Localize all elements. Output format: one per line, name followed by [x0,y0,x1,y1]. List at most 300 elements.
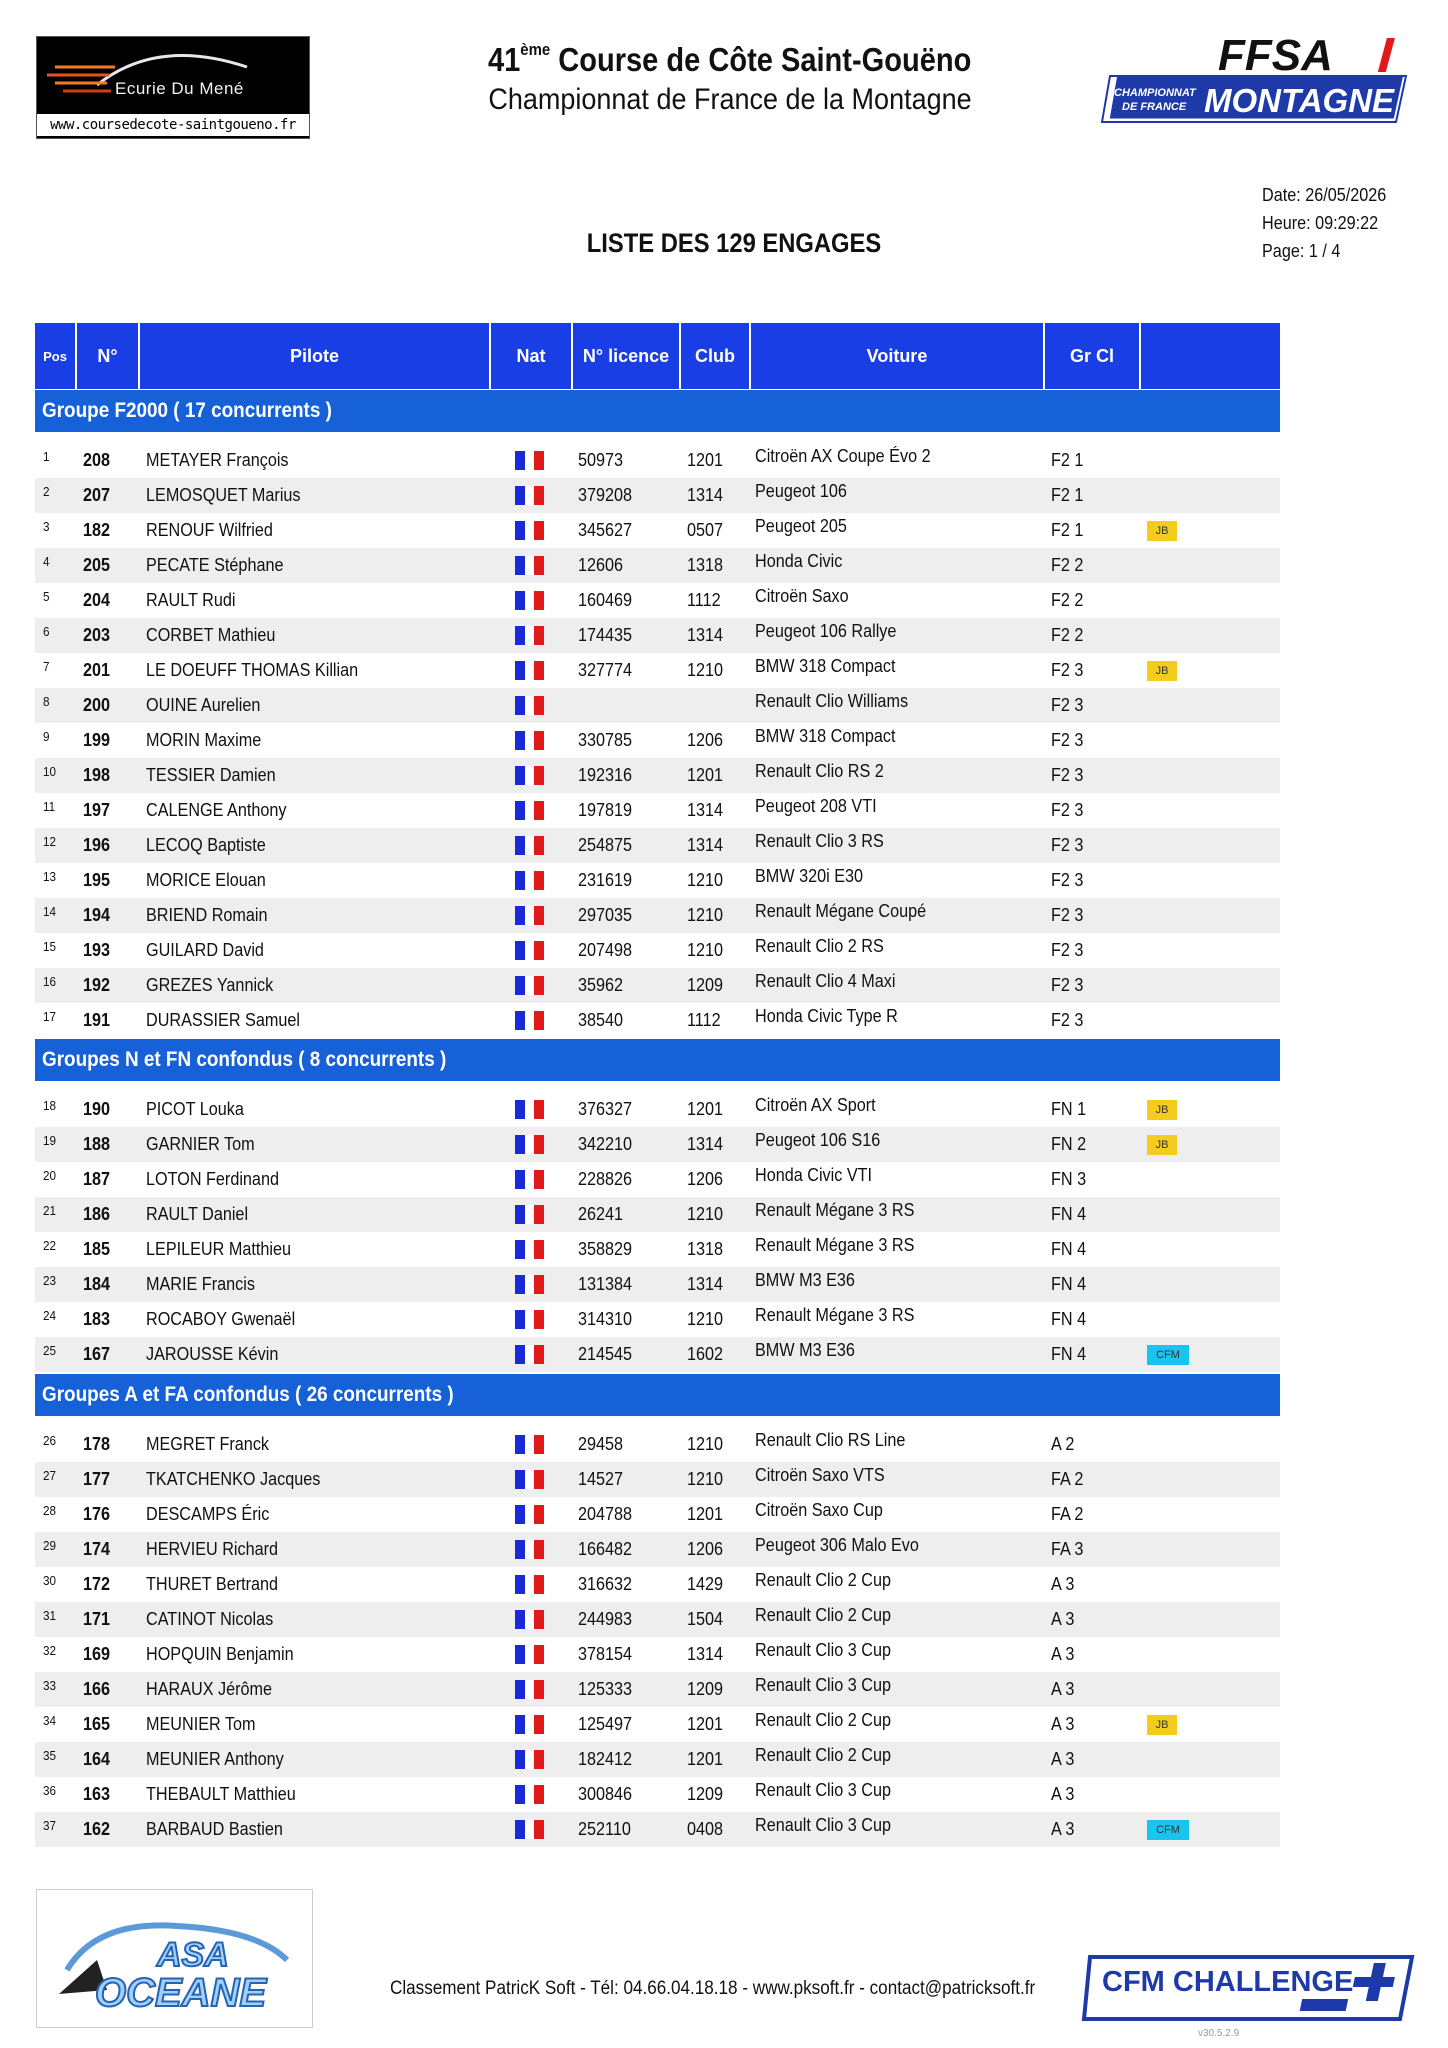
cell-nat [515,1707,544,1742]
cell-number [83,758,113,793]
cell-pilote-text: RAULT Rudi [146,590,236,610]
cell-number-text: 171 [83,1609,111,1629]
cell-club-text: 1209 [687,975,724,995]
cell-pos [43,684,50,719]
cell-number [83,1812,113,1847]
col-licence: N° licence [573,323,681,389]
cell-pos-text: 36 [43,1783,57,1798]
cell-number [83,583,113,618]
cell-number-text: 164 [83,1749,111,1769]
cell-pos-text: 27 [43,1468,57,1483]
cell-grcl-text: A 2 [1051,1434,1075,1454]
cell-voiture-text: Renault Clio 3 Cup [755,1640,891,1660]
cell-pilote [146,793,302,828]
cell-voiture [755,1193,932,1228]
cell-pos [43,1528,57,1563]
french-flag-icon [515,486,544,505]
cell-pilote-text: DURASSIER Samuel [146,1010,300,1030]
cell-pilote-text: HARAUX Jérôme [146,1679,273,1699]
col-extra [1141,323,1280,389]
cell-club [687,1672,727,1707]
cell-number [83,1672,113,1707]
cell-nat [515,1267,544,1302]
cell-licence-text: 26241 [578,1204,624,1224]
cell-club [687,723,727,758]
cell-pos [43,1598,57,1633]
cell-pilote-text: LEPILEUR Matthieu [146,1239,291,1259]
cell-grcl-text: A 3 [1051,1784,1075,1804]
cell-voiture-text: Honda Civic [755,551,843,571]
cell-club-text: 1209 [687,1679,724,1699]
cell-voiture-text: Peugeot 205 [755,516,847,536]
cell-voiture [755,1493,897,1528]
cell-grcl-text: F2 3 [1051,660,1084,680]
cell-voiture-text: Renault Clio 4 Maxi [755,971,896,991]
cell-grcl [1051,1092,1090,1127]
cell-club [687,1197,727,1232]
cell-voiture [755,1598,906,1633]
cell-voiture [755,1738,906,1773]
cell-number [83,1267,113,1302]
cell-grcl-text: F2 3 [1051,940,1084,960]
cell-number [83,1162,113,1197]
cell-grcl [1051,653,1087,688]
cell-voiture-text: Peugeot 208 VTI [755,796,877,816]
cell-licence-text: 50973 [578,450,624,470]
cell-pos [43,1808,57,1843]
cell-pos-text: 32 [43,1643,57,1658]
cell-number [83,1532,113,1567]
table-row [35,1602,1280,1637]
cell-voiture-text: Renault Clio Williams [755,691,909,711]
cell-nat [515,758,544,793]
cell-voiture-text: Renault Clio 2 Cup [755,1605,891,1625]
cell-club-text: 1429 [687,1574,724,1594]
cell-grcl-text: FA 2 [1051,1469,1084,1489]
cell-number [83,1707,113,1742]
cell-pilote [146,828,279,863]
cell-pilote [146,1777,312,1812]
cell-nat [515,1462,544,1497]
cell-licence-text: 12606 [578,555,624,575]
cell-grcl [1051,758,1087,793]
cell-voiture-text: BMW M3 E36 [755,1270,855,1290]
cell-club [687,1462,727,1497]
cell-grcl-text: FN 2 [1051,1134,1087,1154]
cell-licence [578,1003,628,1038]
cell-pilote [146,1162,294,1197]
cell-club-text: 1602 [687,1344,724,1364]
cell-nat [515,933,544,968]
cell-licence [578,1092,638,1127]
cell-nat [515,1602,544,1637]
cell-voiture-text: Renault Clio 2 Cup [755,1570,891,1590]
cell-licence [578,1427,628,1462]
cell-number [83,1003,113,1038]
cell-grcl-text: A 3 [1051,1574,1075,1594]
cell-pilote-text: RENOUF Wilfried [146,520,273,540]
cell-club [687,1232,727,1267]
cell-grcl-text: A 3 [1051,1714,1075,1734]
cell-club-text: 1210 [687,940,724,960]
cell-voiture-text: Peugeot 306 Malo Evo [755,1535,919,1555]
svg-text:ASA: ASA [157,1936,229,1974]
cell-grcl [1051,1672,1077,1707]
cell-nat [515,548,544,583]
cell-voiture [755,1528,937,1563]
cell-pilote-text: MEGRET Franck [146,1434,270,1454]
cell-club [687,618,727,653]
cell-number [83,1127,113,1162]
cell-number-text: 187 [83,1169,111,1189]
cell-nat [515,1427,544,1462]
cell-grcl-text: F2 3 [1051,695,1084,715]
cell-nat [515,828,544,863]
cell-number-text: 205 [83,555,111,575]
cell-pos-text: 25 [43,1343,57,1358]
cell-pos [43,1633,57,1668]
group-title: Groupes A et FA confondus ( 26 concurrents ) [42,1383,454,1406]
table-row [35,1672,1280,1707]
cell-grcl [1051,723,1087,758]
cell-voiture [755,789,890,824]
cell-club-text: 1314 [687,625,724,645]
cell-licence-text: 327774 [578,660,633,680]
cell-pilote [146,1267,267,1302]
cell-pos [43,614,50,649]
cell-club [687,1092,727,1127]
cell-pilote [146,1427,283,1462]
cell-grcl-text: F2 1 [1051,485,1084,505]
cell-licence-text: 300846 [578,1784,633,1804]
cell-club [687,1812,727,1847]
cell-club [687,1742,727,1777]
cell-voiture-text: Renault Clio RS Line [755,1430,906,1450]
svg-text:OCEANE: OCEANE [95,1971,267,2015]
cell-voiture-text: Renault Clio 2 Cup [755,1745,891,1765]
table-row [35,1637,1280,1672]
table-row [35,688,1280,723]
cell-club [687,443,727,478]
cell-pilote [146,513,287,548]
cell-number [83,1637,113,1672]
cell-club [687,863,727,898]
cell-grcl [1051,513,1087,548]
cell-voiture [755,509,857,544]
cell-voiture [755,859,875,894]
cfm-challenge-logo [1080,1953,1420,2023]
cell-pilote [146,443,304,478]
cell-licence-text: 14527 [578,1469,624,1489]
cell-licence-text: 376327 [578,1099,633,1119]
cell-nat [515,1302,544,1337]
cell-pilote-text: MEUNIER Tom [146,1714,256,1734]
cell-badge [1147,1812,1189,1847]
cell-number [83,1777,113,1812]
table-row [35,513,1280,548]
cell-voiture [755,1563,906,1598]
cell-number-text: 195 [83,870,111,890]
cell-badge [1147,653,1177,688]
cell-licence [578,968,628,1003]
cell-number [83,478,113,513]
cell-pilote-text: LECOQ Baptiste [146,835,266,855]
cell-club-text: 1314 [687,835,724,855]
cell-club-text: 1210 [687,1309,724,1329]
table-row [35,828,1280,863]
table-row [35,583,1280,618]
cell-club [687,1567,727,1602]
cell-grcl-text: FN 4 [1051,1274,1087,1294]
cell-pos-text: 3 [43,519,50,534]
cell-voiture [755,719,911,754]
table-row [35,1127,1280,1162]
cell-nat [515,793,544,828]
cell-pos-text: 15 [43,939,57,954]
cell-licence [578,1707,638,1742]
table-row [35,443,1280,478]
table-header [35,323,1280,389]
cell-pos [43,1123,57,1158]
cell-grcl [1051,443,1087,478]
cell-voiture [755,1423,922,1458]
cell-voiture-text: Citroën Saxo [755,586,849,606]
cell-voiture [755,1458,899,1493]
cell-licence-text: 38540 [578,1010,624,1030]
cell-licence-text: 197819 [578,800,633,820]
cell-licence-text: 125333 [578,1679,633,1699]
cell-nat [515,1092,544,1127]
jb-badge: JB [1147,661,1177,681]
cell-pilote-text: MORICE Elouan [146,870,266,890]
cell-pos [43,1493,57,1528]
french-flag-icon [515,1715,544,1734]
cell-licence-text: 228826 [578,1169,633,1189]
cell-number-text: 166 [83,1679,111,1699]
cell-pilote [146,1637,310,1672]
french-flag-icon [515,626,544,645]
cell-licence [578,583,638,618]
cell-pilote [146,1462,340,1497]
group-title: Groupes N et FN confondus ( 8 concurrents ) [42,1048,447,1071]
cell-grcl [1051,548,1087,583]
cell-pos-text: 34 [43,1713,57,1728]
cell-number [83,653,113,688]
table-row [35,653,1280,688]
cell-grcl-text: F2 2 [1051,590,1084,610]
cell-licence [578,793,638,828]
cell-club-text: 1314 [687,1274,724,1294]
cell-club-text: 1206 [687,730,724,750]
cell-licence [578,1637,638,1672]
jb-badge: JB [1147,1100,1177,1120]
cell-voiture [755,579,859,614]
cell-club [687,1602,727,1637]
cell-club [687,1162,727,1197]
cell-grcl-text: F2 3 [1051,905,1084,925]
page-number: Page: 1 / 4 [1262,241,1341,261]
cell-nat [515,443,544,478]
cell-pos-text: 23 [43,1273,57,1288]
cell-voiture [755,1668,906,1703]
cell-licence-text: 204788 [578,1504,633,1524]
cell-voiture [755,824,898,859]
cell-licence [578,1742,638,1777]
cell-grcl [1051,618,1087,653]
cell-licence [578,1602,638,1637]
cell-grcl-text: F2 3 [1051,870,1084,890]
french-flag-icon [515,1310,544,1329]
cell-pilote-text: GUILARD David [146,940,264,960]
cell-licence [578,1197,628,1232]
group-title: Groupe F2000 ( 17 concurrents ) [42,399,332,422]
cell-pilote-text: LE DOEUFF THOMAS Killian [146,660,359,680]
french-flag-icon [515,1011,544,1030]
cell-pilote [146,1232,307,1267]
cell-nat [515,1777,544,1812]
cell-number [83,968,113,1003]
cell-club [687,1302,727,1337]
cell-club-text: 1206 [687,1539,724,1559]
cell-number-text: 185 [83,1239,111,1259]
svg-text:FFSA: FFSA [1218,34,1333,80]
table-row [35,1197,1280,1232]
cell-voiture [755,964,911,999]
cell-pos [43,894,57,929]
cell-licence-text: 252110 [578,1819,631,1839]
cell-voiture [755,684,925,719]
cell-voiture-text: Citroën AX Coupe Évo 2 [755,446,931,466]
cell-voiture-text: Citroën Saxo Cup [755,1500,883,1520]
cell-voiture [755,1703,906,1738]
cell-grcl-text: F2 2 [1051,625,1084,645]
table-row [35,863,1280,898]
cell-nat [515,1197,544,1232]
cell-pos [43,1263,57,1298]
cell-voiture-text: Renault Mégane Coupé [755,901,927,921]
cell-pilote [146,1003,317,1038]
page-title: 41ème Course de Côte Saint-Gouëno [488,40,972,78]
cell-number-text: 190 [83,1099,111,1119]
cell-pilote-text: PECATE Stéphane [146,555,284,575]
cell-pilote-text: TKATCHENKO Jacques [146,1469,321,1489]
table-row [35,968,1280,1003]
cell-pos-text: 19 [43,1133,57,1148]
french-flag-icon [515,1170,544,1189]
cell-pilote-text: PICOT Louka [146,1099,244,1119]
cell-pilote [146,1672,286,1707]
cell-nat [515,898,544,933]
cell-club-text: 1201 [687,450,724,470]
cell-pos-text: 17 [43,1009,57,1024]
cell-pilote [146,1092,255,1127]
cell-pilote [146,723,274,758]
cell-voiture-text: BMW M3 E36 [755,1340,855,1360]
cell-voiture-text: Renault Mégane 3 RS [755,1235,915,1255]
table-row [35,793,1280,828]
table-row [35,1427,1280,1462]
cell-club-text: 1318 [687,555,724,575]
cell-club-text: 1210 [687,870,724,890]
french-flag-icon [515,976,544,995]
cell-nat [515,723,544,758]
cell-club [687,968,727,1003]
table-row [35,1777,1280,1812]
cell-grcl [1051,968,1087,1003]
french-flag-icon [515,941,544,960]
cell-pilote-text: CORBET Mathieu [146,625,276,645]
cell-licence-text: 254875 [578,835,633,855]
cell-number-text: 198 [83,765,111,785]
cell-grcl [1051,1003,1087,1038]
french-flag-icon [515,1610,544,1629]
cell-pos [43,1563,57,1598]
cell-pos-text: 22 [43,1238,57,1253]
cell-licence-text: 166482 [578,1539,633,1559]
cell-pos-text: 8 [43,694,50,709]
cell-club [687,513,727,548]
cell-grcl [1051,793,1087,828]
cell-club [687,1707,727,1742]
cell-club [687,1003,724,1038]
cell-voiture [755,929,898,964]
table-row [35,1267,1280,1302]
cell-pilote [146,1497,283,1532]
cell-voiture [755,1263,866,1298]
cell-pos-text: 6 [43,624,50,639]
cell-pos-text: 21 [43,1203,57,1218]
cell-number-text: 162 [83,1819,111,1839]
logo-left-name: Ecurie Du Mené [115,79,244,98]
cell-grcl-text: FN 4 [1051,1204,1087,1224]
cell-pilote [146,898,281,933]
cell-grcl [1051,898,1087,933]
cell-voiture [755,1633,906,1668]
cell-number [83,618,113,653]
cell-number [83,1462,113,1497]
table-row [35,758,1280,793]
cell-pilote-text: DESCAMPS Éric [146,1504,270,1524]
cell-club [687,898,727,933]
cell-club-text: 0507 [687,520,724,540]
cell-pos-text: 26 [43,1433,57,1448]
french-flag-icon [515,521,544,540]
cell-voiture-text: Honda Civic Type R [755,1006,898,1026]
cell-nat [515,1567,544,1602]
cell-licence [578,1337,638,1372]
cell-grcl-text: F2 3 [1051,730,1084,750]
cell-club [687,1127,727,1162]
cell-grcl-text: FN 4 [1051,1344,1087,1364]
cell-voiture-text: Renault Clio 2 Cup [755,1710,891,1730]
cell-licence [578,863,638,898]
cell-voiture-text: Renault Clio 2 RS [755,936,884,956]
cell-number-text: 178 [83,1434,111,1454]
cell-number [83,793,113,828]
table-row [35,1497,1280,1532]
cell-grcl-text: A 3 [1051,1609,1075,1629]
cell-pos [43,1298,57,1333]
cell-club-text: 1206 [687,1169,724,1189]
cell-number [83,1092,113,1127]
cell-voiture [755,474,857,509]
table-row [35,1337,1280,1372]
cell-voiture [755,1123,894,1158]
table-row [35,1462,1280,1497]
cell-licence [578,758,638,793]
cell-voiture-text: Renault Mégane 3 RS [755,1305,915,1325]
cell-voiture [755,1228,932,1263]
